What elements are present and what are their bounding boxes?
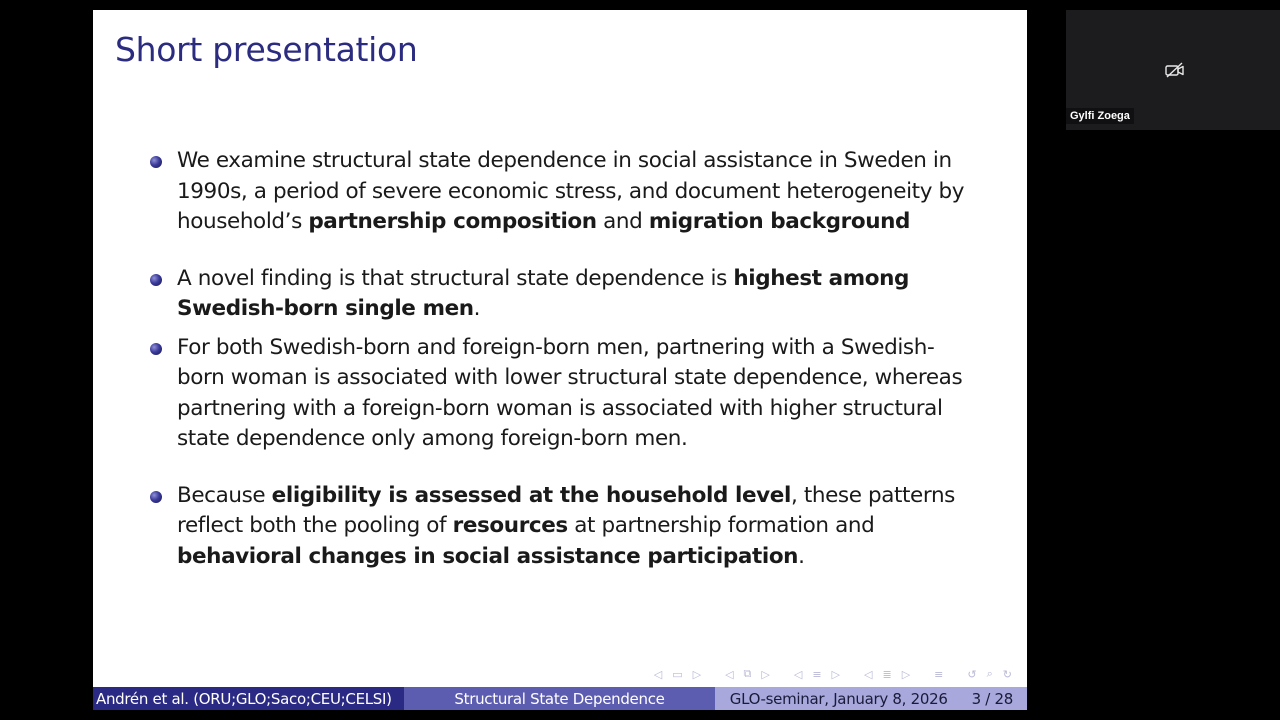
nav-prev-arrow-icon[interactable]: ◁	[793, 667, 803, 681]
nav-prev-arrow-icon[interactable]: ◁	[725, 667, 734, 681]
footer-info	[715, 687, 1027, 710]
bullet-text: at partnership formation and	[567, 513, 875, 538]
slide-title: Short presentation	[115, 30, 418, 69]
bullet-text: A novel finding is that structural state dependence is	[177, 265, 734, 291]
bullet-text: .	[473, 296, 481, 321]
bullet-text: Because	[177, 482, 272, 508]
nav-frame-icon[interactable]: ▭	[672, 667, 683, 681]
bullet-ball-icon	[150, 156, 162, 168]
nav-presentation-icon[interactable]: ≣	[882, 667, 892, 681]
camera-off-icon	[1164, 62, 1186, 78]
nav-next-arrow-icon[interactable]: ▷	[831, 667, 841, 681]
bullet-item	[149, 333, 979, 455]
bullet-list	[149, 146, 979, 572]
slide-footer	[93, 687, 1027, 710]
bullet-item	[149, 481, 979, 573]
bullet-bold-text: partnership composition	[308, 209, 597, 234]
footer-short-title: Structural State Dependence	[404, 687, 715, 710]
bullet-text: For both Swedish-born and foreign-born men, partnering with a Swedish-born woman is associated with lower structural state dependence, whereas partnering with a foreign-born woman is associated with higher structural state dependence only among foreign-born men.	[177, 334, 963, 451]
footer-page-number: 3 / 28	[971, 689, 1013, 708]
nav-next-arrow-icon[interactable]: ▷	[761, 667, 770, 681]
beamer-navigation-bar	[651, 666, 1015, 682]
nav-prev-arrow-icon[interactable]: ◁	[653, 667, 663, 681]
nav-back-icon[interactable]: ↺	[967, 667, 977, 681]
bullet-bold-text: behavioral changes in social assistance participation	[177, 543, 799, 569]
bullet-bold-text: eligibility is assessed at the household level	[271, 482, 791, 508]
bullet-text: , these patterns reflect both the pooling of	[177, 482, 955, 538]
bullet-text: and	[596, 209, 649, 234]
footer-authors: Andrén et al. (ORU;GLO;Saco;CEU;CELSI)	[93, 687, 404, 710]
bullet-bold-text: highest among Swedish-born single men	[177, 265, 910, 321]
bullet-ball-icon	[150, 274, 162, 286]
bullet-ball-icon	[150, 343, 162, 355]
nav-section-icon[interactable]: ≡	[812, 667, 822, 681]
nav-forward-icon[interactable]: ↻	[1002, 667, 1012, 681]
nav-subsection-icon[interactable]: ⧉	[743, 667, 752, 680]
bullet-bold-text: resources	[452, 513, 568, 538]
bullet-text: We examine structural state dependence in social assistance in Sweden in 1990s, a period of severe economic stress, and document heterogeneity by household’s	[177, 148, 965, 234]
bullet-item	[149, 264, 979, 325]
nav-search-icon[interactable]: ⌕	[986, 667, 993, 680]
nav-menu-icon[interactable]: ≡	[934, 667, 944, 681]
nav-next-arrow-icon[interactable]: ▷	[901, 667, 911, 681]
bullet-text: .	[798, 543, 805, 569]
shared-slide	[93, 10, 1027, 710]
nav-next-arrow-icon[interactable]: ▷	[692, 667, 702, 681]
bullet-ball-icon	[150, 491, 162, 503]
bullet-bold-text: migration background	[648, 209, 911, 234]
participant-name-label: Gylfi Zoega	[1066, 108, 1134, 124]
participant-video-tile[interactable]	[1066, 10, 1280, 130]
footer-date: GLO-seminar, January 8, 2026	[729, 689, 948, 708]
nav-prev-arrow-icon[interactable]: ◁	[864, 667, 873, 681]
bullet-item	[149, 146, 979, 238]
